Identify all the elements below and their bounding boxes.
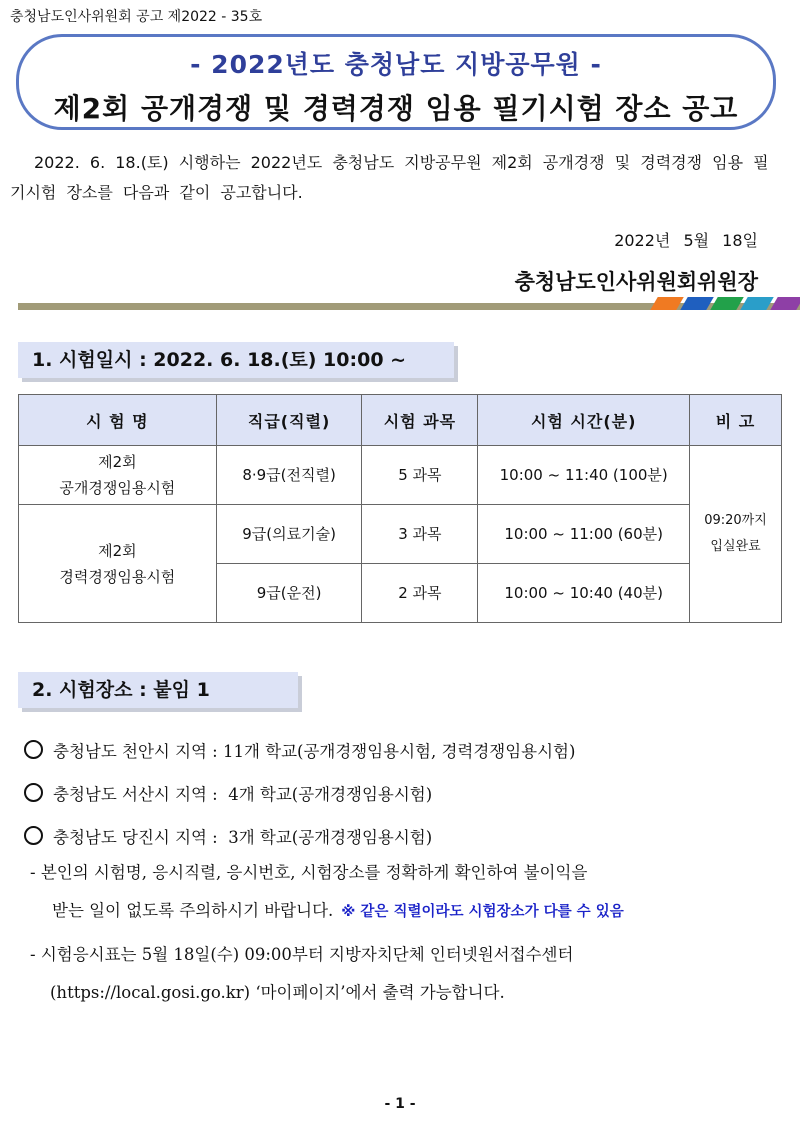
note-cell: 09:20까지 입실완료 [690,446,782,623]
exam-name-open: 제2회 공개경쟁임용시험 [19,446,217,505]
stripe-purple [770,297,800,310]
remark2-line1: - 시험응시표는 5월 18일(수) 09:00부터 지방자치단체 인터넷원서접수센터 [30,945,574,964]
exam-schedule-table [18,394,782,623]
subjects-cell: 2 과목 [362,564,478,623]
intro-paragraph: 2022. 6. 18.(토) 시행하는 2022년도 충청남도 지방공무원 제2회 공개경쟁 및 경력경쟁 임용 필기시험 장소를 다음과 같이 공고합니다. [10,153,769,202]
exam-name-career: 제2회 경력경쟁임용시험 [19,505,217,623]
venue-text: 충청남도 당진시 지역 : 3개 학교(공개경쟁임용시험) [53,828,433,847]
page-number: - 1 - [384,1096,416,1112]
venue-text: 충청남도 천안시 지역 : 11개 학교(공개경쟁임용시험, 경력경쟁임용시험) [53,742,576,761]
venue-list [24,738,784,867]
header-subjects: 시험 과목 [362,395,478,446]
announcement-date: 2022년 5월 18일 [614,231,758,250]
header-time: 시험 시간(분) [478,395,690,446]
header-exam: 시 험 명 [19,395,217,446]
subjects-cell: 3 과목 [362,505,478,564]
header-grade: 직급(직렬) [216,395,362,446]
list-item [24,738,784,781]
stripe-blue [680,297,714,310]
stripe-cyan [740,297,774,310]
remark1-line1: - 본인의 시험명, 응시직렬, 응시번호, 시험장소를 정확하게 확인하여 불이익을 [30,863,588,882]
time-cell: 10:00 ~ 11:00 (60분) [478,505,690,564]
notice-number: 충청남도인사위원회 공고 제2022 - 35호 [10,9,263,25]
title-subtitle: - 2022년도 충청남도 지방공무원 - [190,50,602,79]
color-stripes [650,297,800,310]
grade-cell: 9급(운전) [216,564,362,623]
venue-text: 충청남도 서산시 지역 : 4개 학교(공개경쟁임용시험) [53,785,433,804]
list-item [24,781,784,824]
table-row [19,505,782,564]
stripe-green [710,297,744,310]
remark1-line2 [52,896,782,927]
remark2-line2: (https://local.gosi.go.kr) ‘마이페이지’에서 출력 가능합니다. [50,983,505,1002]
remark1-text: 받는 일이 없도록 주의하시기 바랍니다. [52,901,334,920]
table-row [19,446,782,505]
table-header-row [19,395,782,446]
grade-cell: 9급(의료기술) [216,505,362,564]
time-cell: 10:00 ~ 11:40 (100분) [478,446,690,505]
header-note: 비 고 [690,395,782,446]
title-main: 제2회 공개경쟁 및 경력경쟁 임용 필기시험 장소 공고 [53,92,739,125]
warning-note: ※ 같은 직렬이라도 시험장소가 다를 수 있음 [341,904,624,920]
circle-bullet-icon [24,740,43,759]
circle-bullet-icon [24,783,43,802]
subjects-cell: 5 과목 [362,446,478,505]
time-cell: 10:00 ~ 10:40 (40분) [478,564,690,623]
title-box [16,34,776,130]
grade-cell: 8·9급(전직렬) [216,446,362,505]
circle-bullet-icon [24,826,43,845]
section1-heading: 1. 시험일시 : 2022. 6. 18.(토) 10:00 ~ [18,342,454,378]
stripe-orange [650,297,684,310]
issuer: 충청남도인사위원회위원장 [514,270,758,294]
section2-heading: 2. 시험장소 : 붙임 1 [18,672,298,708]
